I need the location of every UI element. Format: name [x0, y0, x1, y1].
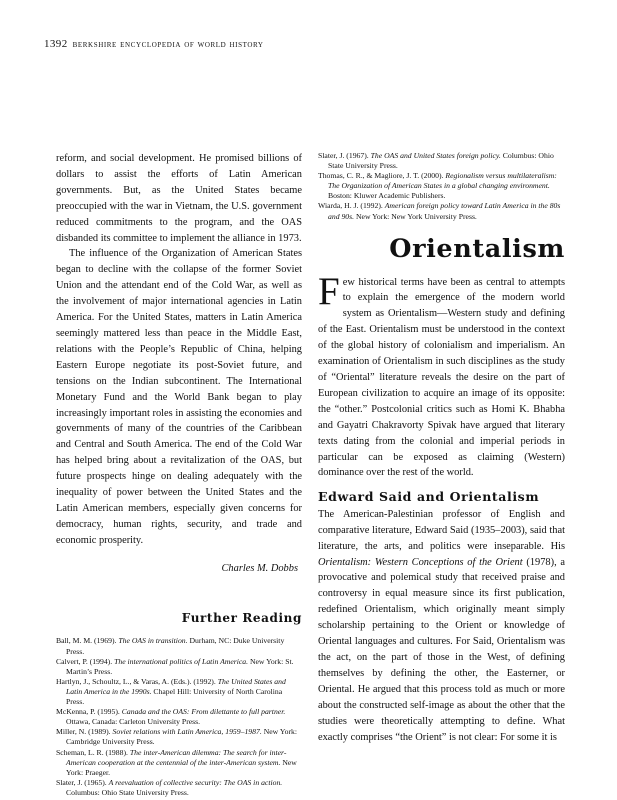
- reference-entry: McKenna, P. (1995). Canada and the OAS: From dilettante to full partner. Ottawa, Canada: Carleton University Press.: [56, 707, 286, 727]
- section-heading: Edward Said and Orientalism: [318, 489, 540, 505]
- left-column: [56, 151, 302, 798]
- further-reading-heading: Further Reading: [181, 610, 302, 625]
- reference-list: [56, 636, 302, 798]
- article-title: Orientalism: [389, 233, 565, 264]
- running-header: [44, 38, 264, 50]
- body-paragraph: The influence of the Organization of American States began to decline with the collapse of the former Soviet Union and the attendant end of the Cold War, as well as the involvement of major international agencies in Latin America. For the United States, matters in Latin America seemingly mattered less than peace in the Middle East, relations with the People’s Republic of China, helping Eastern Europe negotiate its post-Soviet future, and tensions on the Indian subcontinent. The International Monetary Fund and the World Bank began to play increasingly important roles in assisting the economies and governments of many of the countries of the Caribbean and Central and South America. The end of the Cold War has helped bring about a revitalization of the OAS, but future prospects hinge on dealing adequately with the inequality of power between the United States and the Latin American members, especially given concerns for democracy, human rights, security, and trade and economic prosperity.: [56, 248, 302, 546]
- drop-cap: F: [318, 269, 340, 313]
- reference-entry: Wiarda, H. J. (1992). American foreign policy toward Latin America in the 80s and 90s. New York: New York University Press.: [318, 201, 561, 221]
- reference-list-continued: [318, 151, 565, 222]
- running-title: berkshire encyclopedia of world history: [72, 39, 264, 50]
- page-number: 1392: [44, 38, 68, 50]
- book-title: Orientalism: Western Conceptions of the Orient: [318, 556, 523, 568]
- reference-entry: Thomas, C. R., & Magliore, J. T. (2000). Regionalism versus multilateralism: The Organization of American States in a global changing environment. Boston: Kluwer Academic Publishers.: [318, 171, 557, 201]
- reference-entry: Calvert, P. (1994). The international politics of Latin America. New York: St. Martin’s Press.: [56, 656, 294, 676]
- body-paragraph: reform, and social development. He promised billions of dollars to assist the efforts of Latin American governments. But, as the United States became preoccupied with the war in Vietnam, the U.S. government reduced commitments to the program, and the OAS disbanded its committee to implement the alliance in 1973.: [56, 153, 302, 244]
- right-column: [318, 151, 565, 745]
- reference-entry: Slater, J. (1965). A reevaluation of collective security: The OAS in action. Columbus: Ohio State University Press.: [56, 777, 283, 797]
- reference-entry: Slater, J. (1967). The OAS and United States foreign policy. Columbus: Ohio State University Press.: [318, 151, 554, 171]
- author-byline: Charles M. Dobbs: [221, 562, 298, 574]
- reference-entry: Scheman, L. R. (1988). The inter-American dilemma: The search for inter-American cooperation at the centennial of the inter-American system. New York: Praeger.: [56, 747, 297, 777]
- reference-entry: Miller, N. (1989). Soviet relations with Latin America, 1959–1987. New York: Cambridge University Press.: [56, 727, 298, 747]
- body-paragraph: The American-Palestinian professor of English and comparative literature, Edward Said (1935–2003), said that literature, the arts, and politics were inseparable. His Orientalism: Western Conceptions of the Orient (1978), a provocative and polemical study that received praise and controversy in equal measure since its first publication, redefined Orientalism, which originally meant simply scholarship pertaining to the Orient or knowledge of Oriental languages and cultures. For Said, Orientalism was the act, on the part of those in the West, of defining themselves by defining the other, the Easterner, or Oriental. He argued that this process told as much or more about the constructed self-image as about the other that the studies were theoretically attempting to define. What exactly comprises “the Orient” is not clear: For some it is: [318, 508, 566, 743]
- reference-entry: Ball, M. M. (1969). The OAS in transition. Durham, NC: Duke University Press.: [56, 636, 285, 656]
- intro-paragraph: Few historical terms have been as central to attempts to explain the emergence of the modern world system as Orientalism—Western study and defining of the East. Orientalism must be understood in the context of the global history of colonialism and imperialism. An examination of Orientalism in such disciplines as the study of “Oriental” literature reveals the desire on the part of European civilization to acquire an image of its opposite: the “other.” Postcolonial critics such as Homi K. Bhabha and Gayatri Chakravorty Spivak have argued that literary texts dating from the colonial and imperial periods in particular can be exposed as claiming (Western) dominance over the rest of the world.: [318, 269, 565, 479]
- reference-entry: Hartlyn, J., Schoultz, L., & Varas, A. (Eds.). (1992). The United States and Latin America in the 1990s. Chapel Hill: University of North Carolina Press.: [56, 676, 286, 707]
